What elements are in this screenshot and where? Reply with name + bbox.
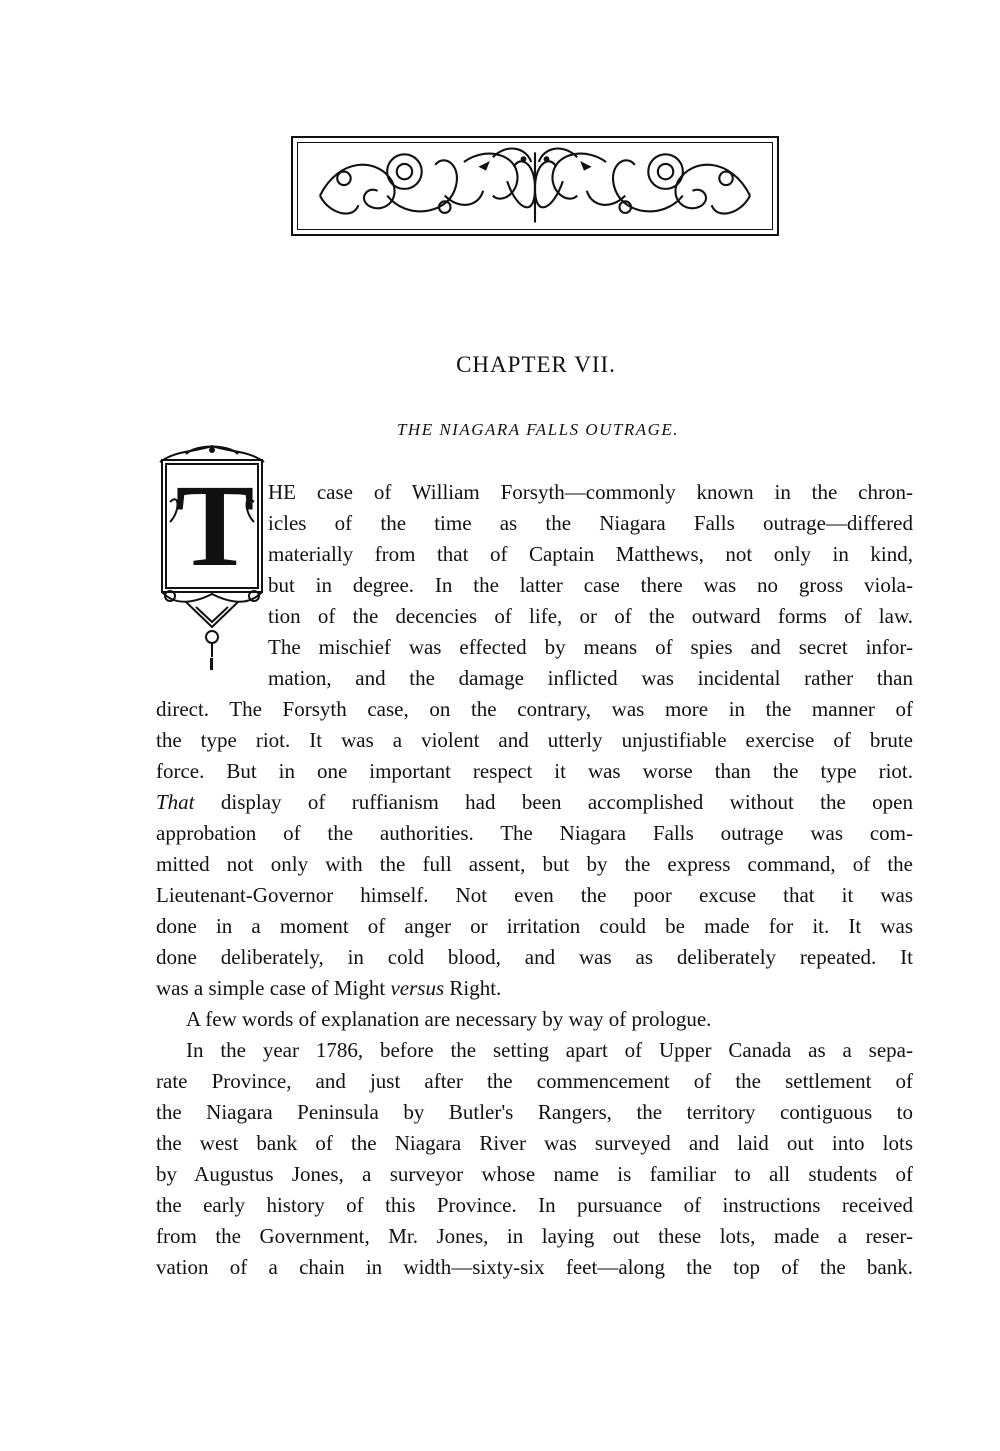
chapter-title: THE NIAGARA FALLS OUTRAGE. — [396, 420, 680, 439]
text-segment: display of ruffianism had been accomplished without the open — [220, 790, 913, 814]
text-line: A few words of explanation are necessary by way of prologue. — [186, 1007, 712, 1031]
text-line: materially from that of Captain Matthews, not only in kind, — [268, 542, 913, 566]
text-line: vation of a chain in width—sixty-six feet—along the top of the bank. — [156, 1255, 913, 1279]
text-line: mitted not only with the full assent, but by the express command, of the — [156, 852, 913, 876]
text-line: the Niagara Peninsula by Butler's Rangers, the territory contiguous to — [156, 1100, 913, 1124]
body-text — [156, 477, 913, 1283]
text-line: approbation of the authorities. The Niagara Falls outrage was com- — [156, 821, 913, 845]
text-line: done in a moment of anger or irritation could be made for it. It was — [156, 914, 913, 938]
text-line: direct. The Forsyth case, on the contrary, was more in the manner of — [156, 697, 913, 721]
text-line: icles of the time as the Niagara Falls outrage—differed — [268, 511, 913, 535]
drop-cap-letter: T — [175, 460, 255, 591]
chapter-number: CHAPTER VII. — [456, 352, 616, 377]
text-line: but in degree. In the latter case there was no gross viola- — [268, 573, 913, 597]
text-line: done deliberately, in cold blood, and was as deliberately repeated. It — [156, 945, 913, 969]
text-line: Lieutenant-Governor himself. Not even the poor excuse that it was — [156, 883, 913, 907]
text-line: from the Government, Mr. Jones, in laying out these lots, made a reser- — [156, 1224, 913, 1248]
paragraph-1 — [156, 477, 913, 1004]
text-segment: Right. — [449, 976, 502, 1000]
text-line: the west bank of the Niagara River was surveyed and laid out into lots — [156, 1131, 913, 1155]
text-line: the early history of this Province. In pursuance of instructions received — [156, 1193, 913, 1217]
italic-word: That — [156, 790, 195, 814]
text-line: by Augustus Jones, a surveyor whose name is familiar to all students of — [156, 1162, 913, 1186]
text-line: rate Province, and just after the commencement of the settlement of — [156, 1069, 913, 1093]
text-line: HE case of William Forsyth—commonly known in the chron- — [268, 480, 913, 504]
paragraph-2 — [156, 1004, 913, 1035]
text-line-with-italic — [156, 973, 913, 1004]
text-line: force. But in one important respect it was worse than the type riot. — [156, 759, 913, 783]
text-line: tion of the decencies of life, or of the outward forms of law. — [268, 604, 913, 628]
text-line: mation, and the damage inflicted was incidental rather than — [268, 666, 913, 690]
paragraph-3 — [156, 1035, 913, 1283]
ornamental-headpiece — [291, 136, 779, 236]
text-line: In the year 1786, before the setting apart of Upper Canada as a sepa- — [186, 1038, 913, 1062]
text-line: the type riot. It was a violent and utterly unjustifiable exercise of brute — [156, 728, 913, 752]
italic-word: versus — [390, 976, 445, 1000]
text-line-with-italic — [156, 787, 913, 818]
scrollwork-ornament-icon — [293, 138, 777, 234]
text-segment: was a simple case of Might — [156, 976, 386, 1000]
text-line: The mischief was effected by means of spies and secret infor- — [268, 635, 913, 659]
